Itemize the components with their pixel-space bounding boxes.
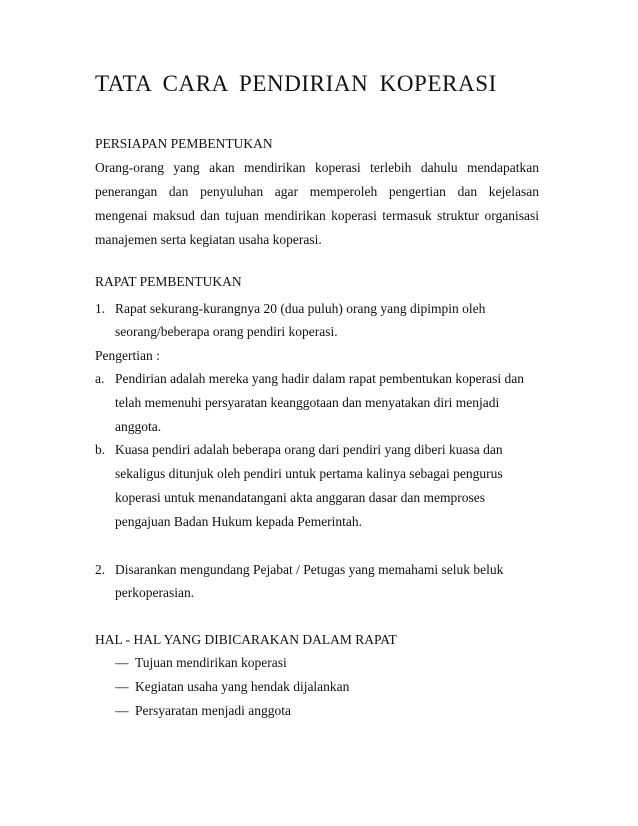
section-heading-persiapan: PERSIAPAN PEMBENTUKAN — [95, 136, 273, 151]
paragraph-persiapan — [95, 156, 539, 252]
list-marker-2: 2. — [95, 562, 106, 577]
list-marker-1: 1. — [95, 301, 106, 316]
dash-bullet: — — [115, 703, 129, 718]
list-item: Tujuan mendirikan koperasi — [135, 655, 287, 670]
document-title: TATA CARA PENDIRIAN KOPERASI — [95, 71, 497, 96]
paragraph-line: manajemen serta kegiatan usaha koperasi. — [95, 232, 322, 247]
pengertian-label: Pengertian : — [95, 348, 160, 363]
list-item-2-line: Disarankan mengundang Pejabat / Petugas yang memahami seluk beluk — [115, 562, 504, 577]
paragraph-line: mengenai maksud dan tujuan mendirikan koperasi termasuk struktur organisasi — [95, 208, 539, 223]
list-marker-b: b. — [95, 442, 106, 457]
section-heading-rapat: RAPAT PEMBENTUKAN — [95, 274, 242, 289]
list-item-b-line: koperasi untuk menandatangani akta anggaran dasar dan memproses — [115, 490, 485, 505]
list-item-a-line: anggota. — [115, 419, 162, 434]
list-item-1-line: seorang/beberapa orang pendiri koperasi. — [115, 324, 338, 339]
list-item-b-line: sekaligus ditunjuk oleh pendiri untuk pertama kalinya sebagai pengurus — [115, 466, 503, 481]
list-item-2-line: perkoperasian. — [115, 585, 195, 600]
list-item: Persyaratan menjadi anggota — [135, 703, 291, 718]
paragraph-line: Orang-orang yang akan mendirikan koperasi terlebih dahulu mendapatkan — [95, 160, 539, 175]
list-marker-a: a. — [95, 371, 105, 386]
section-heading-hal: HAL - HAL YANG DIBICARAKAN DALAM RAPAT — [95, 632, 397, 647]
list-item-b-line: Kuasa pendiri adalah beberapa orang dari pendiri yang diberi kuasa dan — [115, 442, 503, 457]
list-item: Kegiatan usaha yang hendak dijalankan — [135, 679, 350, 694]
dash-bullet: — — [115, 679, 129, 694]
dash-bullet: — — [115, 655, 129, 670]
list-item-a-line: telah memenuhi persyaratan keanggotaan dan menyatakan diri menjadi — [115, 395, 500, 410]
list-item-a-line: Pendirian adalah mereka yang hadir dalam rapat pembentukan koperasi dan — [115, 371, 524, 386]
paragraph-line: penerangan dan penyuluhan agar memperoleh pengertian dan kejelasan — [95, 184, 539, 199]
list-item-1-line: Rapat sekurang-kurangnya 20 (dua puluh) orang yang dipimpin oleh — [115, 301, 486, 316]
list-item-b-line: pengajuan Badan Hukum kepada Pemerintah. — [115, 514, 363, 529]
